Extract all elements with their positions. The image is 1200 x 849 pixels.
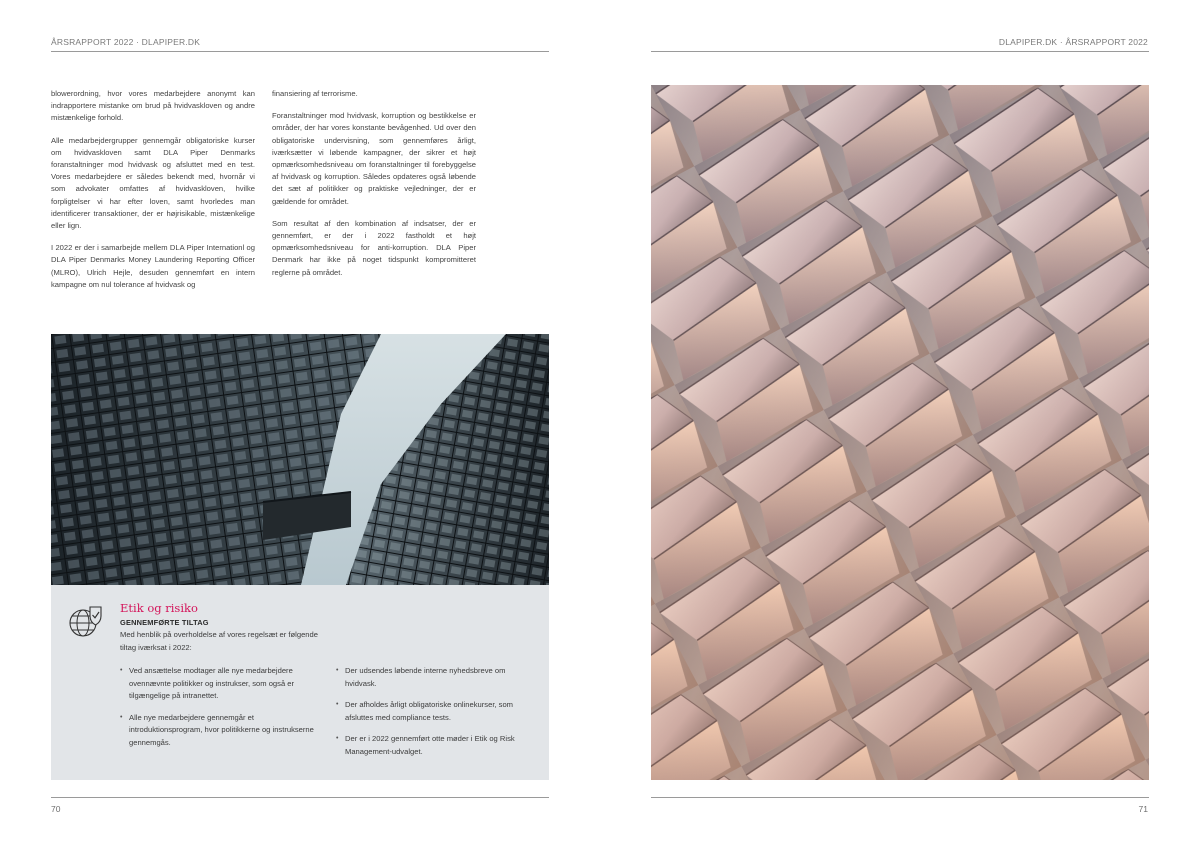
footer-rule (651, 797, 1149, 798)
facade-photo (651, 85, 1149, 780)
running-head: ÅRSRAPPORT 2022 · DLAPIPER.DK (51, 37, 201, 47)
right-page (600, 0, 1200, 849)
list-item: • Alle nye medarbejdere gennemgår et introduktionsprogram, hvor politikkerne og instrukserne gennemgås. (120, 712, 316, 750)
paragraph: I 2022 er der i samarbejde mellem DLA Piper Internationl og DLA Piper Denmarks Money Laundering Reporting Officer (MLRO), Ulrich Hejle, desuden gennemført en intern kampagne om nul tolerance af hvidvask og (51, 243, 255, 289)
header-rule (51, 51, 549, 52)
box-title: Etik og risiko (120, 601, 198, 615)
ethics-risk-box (51, 585, 549, 780)
bullet-list-right (336, 665, 536, 767)
list-item: • Der afholdes årligt obligatoriske onlinekurser, som afsluttes med compliance tests. (336, 699, 536, 724)
paragraph: finansiering af terrorisme. (272, 89, 358, 98)
paragraph: Som resultat af den kombination af indsatser, der er gennemført, er der i 2022 fastholdt et højt opmærksomhedsniveau for anti-korruption. DLA Piper Denmark har ikke på noget tidspunkt kompromitteret reglerne på området. (272, 218, 476, 277)
body-column-2 (272, 88, 476, 289)
page-number: 70 (51, 804, 61, 814)
bullet-list-left (120, 665, 316, 758)
globe-shield-check-icon (68, 603, 104, 639)
footer-rule (51, 797, 549, 798)
paragraph: blowerordning, hvor vores medarbejdere anonymt kan indrapportere mistanke om brud på hvidvaskloven og andre mistænkelige forhold. (51, 89, 255, 123)
list-item: • Ved ansættelse modtager alle nye medarbejdere ovennævnte politikker og instrukser, som også er tilgængelige på intranettet. (120, 665, 316, 703)
header-rule (651, 51, 1149, 52)
box-intro: Med henblik på overholdelse af vores regelsæt er følgende tiltag iværksat i 2022: (120, 630, 318, 652)
page-number: 71 (1138, 804, 1148, 814)
list-item: • Der er i 2022 gennemført otte møder i Etik og Risk Management-udvalget. (336, 733, 536, 758)
body-column-1 (51, 88, 255, 301)
paragraph: Foranstaltninger mod hvidvask, korruption og bestikkelse er områder, der har vores konstante bevågenhed. Ud over den obligatoriske undervisning, som gennemføres årligt, iværksætter vi løbende kampagner, der sikrer et højt opmærksomhedsniveau om foranstaltninger til forebyggelse af hvidvask og korruption. Således opdateres også løbende det sæt af politikker og praktiske vejledninger, der er gældende for området. (272, 111, 476, 206)
box-subtitle: GENNEMFØRTE TILTAG (120, 618, 209, 627)
paragraph: Alle medarbejdergrupper gennemgår obligatoriske kurser om hvidvaskloven samt DLA Piper Denmarks foranstaltninger mod hvidvask og afsluttet med en test. Vores medarbejdere er således bekendt med, hvornår vi som advokater omfattes af hvidvaskloven, hvilke forpligtelser vi har efter loven, samt hvorledes man identificerer transaktioner, der er højrisikable, mistænkelige eller lign. (51, 135, 255, 231)
skyscraper-photo (51, 334, 549, 585)
list-item: • Der udsendes løbende interne nyhedsbreve om hvidvask. (336, 665, 536, 690)
running-head: DLAPIPER.DK · ÅRSRAPPORT 2022 (998, 37, 1148, 47)
